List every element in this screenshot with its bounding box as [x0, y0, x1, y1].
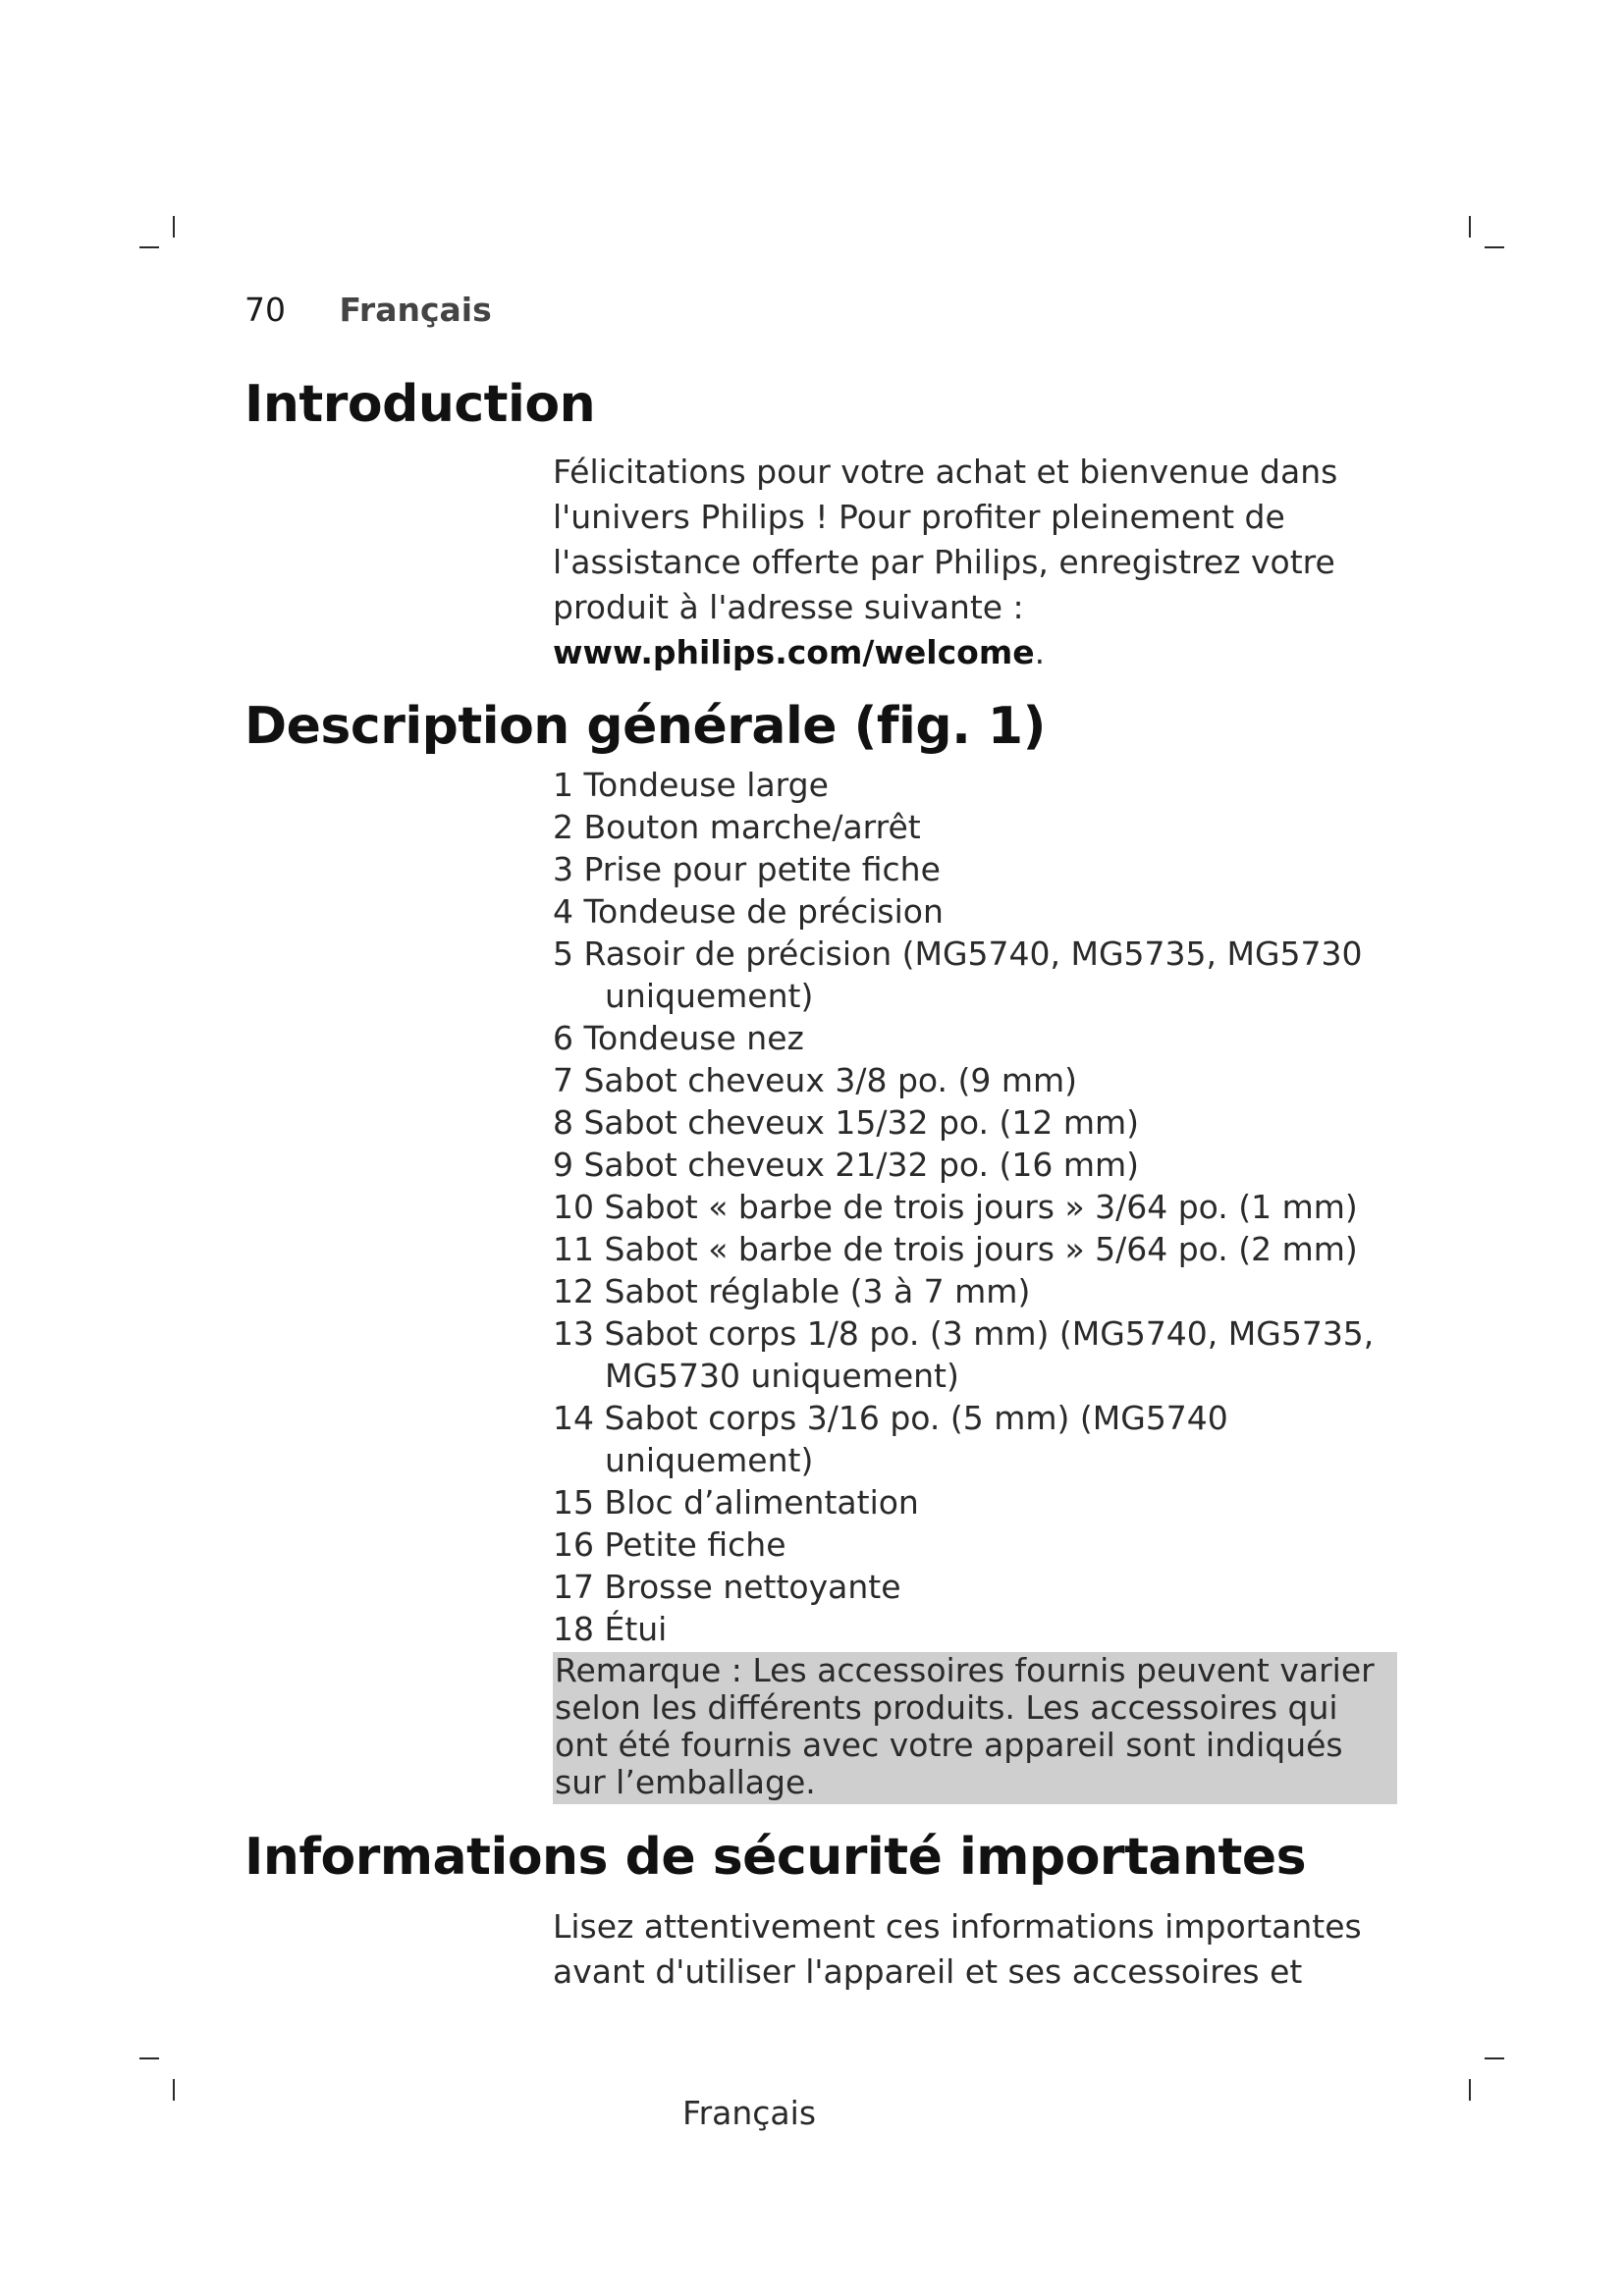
crop-mark-top-right-h — [1485, 246, 1504, 248]
list-item-line: 13 Sabot corps 1/8 po. (3 mm) (MG5740, MG5735, — [553, 1314, 1375, 1353]
note-line: ont été fournis avec votre appareil sont indiqués — [555, 1726, 1343, 1764]
list-item-continuation: MG5730 uniquement) — [605, 1357, 959, 1395]
crop-mark-top-left-h — [139, 246, 159, 248]
intro-line: l'univers Philips ! Pour profiter pleinement de — [553, 498, 1285, 536]
list-item: 10 Sabot « barbe de trois jours » 3/64 po. (1 mm) — [553, 1188, 1358, 1226]
intro-url-suffix: . — [1034, 633, 1046, 671]
safety-line: avant d'utiliser l'appareil et ses accessoires et — [553, 1952, 1303, 1991]
crop-mark-bottom-left-h — [139, 2057, 159, 2059]
safety-line: Lisez attentivement ces informations importantes — [553, 1907, 1362, 1946]
crop-mark-bottom-right-h — [1485, 2057, 1504, 2059]
list-item — [553, 933, 1417, 1017]
page-number: 70 — [244, 291, 286, 329]
welcome-url-link[interactable]: www.philips.com/welcome — [553, 633, 1035, 671]
running-header — [244, 291, 492, 329]
intro-url-line — [553, 630, 1397, 675]
crop-mark-top-right-v — [1469, 216, 1471, 238]
list-item — [553, 1397, 1417, 1481]
crop-mark-bottom-left-v — [173, 2079, 175, 2101]
accessories-note — [553, 1652, 1397, 1804]
intro-paragraph — [553, 450, 1397, 675]
list-item-continuation: uniquement) — [605, 977, 814, 1015]
description-heading: Description générale (fig. 1) — [244, 697, 1046, 756]
list-item: 4 Tondeuse de précision — [553, 892, 944, 931]
list-item: 17 Brosse nettoyante — [553, 1568, 901, 1606]
intro-line: l'assistance offerte par Philips, enregistrez votre — [553, 543, 1335, 581]
list-item: 1 Tondeuse large — [553, 766, 829, 804]
header-language: Français — [339, 291, 492, 329]
list-item: 8 Sabot cheveux 15/32 po. (12 mm) — [553, 1103, 1139, 1142]
list-item-line: 14 Sabot corps 3/16 po. (5 mm) (MG5740 — [553, 1399, 1228, 1437]
list-item: 11 Sabot « barbe de trois jours » 5/64 po. (2 mm) — [553, 1230, 1358, 1268]
list-item: 15 Bloc d’alimentation — [553, 1483, 919, 1522]
list-item — [553, 1312, 1417, 1397]
note-line: Remarque : Les accessoires fournis peuvent varier — [555, 1651, 1375, 1689]
list-item: 18 Étui — [553, 1610, 668, 1648]
note-line: selon les différents produits. Les accessoires qui — [555, 1688, 1338, 1727]
crop-mark-bottom-right-v — [1469, 2079, 1471, 2101]
list-item: 2 Bouton marche/arrêt — [553, 808, 921, 846]
list-item: 16 Petite fiche — [553, 1525, 786, 1564]
safety-paragraph — [553, 1904, 1397, 1995]
list-item-continuation: uniquement) — [605, 1441, 814, 1479]
parts-list — [553, 764, 1417, 1650]
note-line: sur l’emballage. — [555, 1763, 816, 1801]
list-item: 12 Sabot réglable (3 à 7 mm) — [553, 1272, 1031, 1310]
intro-heading: Introduction — [244, 375, 596, 434]
safety-heading: Informations de sécurité importantes — [244, 1828, 1307, 1887]
list-item-line: 5 Rasoir de précision (MG5740, MG5735, MG5730 — [553, 934, 1363, 973]
intro-line: Félicitations pour votre achat et bienvenue dans — [553, 453, 1338, 491]
footer-language: Français — [682, 2094, 817, 2132]
list-item: 3 Prise pour petite fiche — [553, 850, 941, 888]
crop-mark-top-left-v — [173, 216, 175, 238]
list-item: 6 Tondeuse nez — [553, 1019, 804, 1057]
list-item: 7 Sabot cheveux 3/8 po. (9 mm) — [553, 1061, 1078, 1099]
list-item: 9 Sabot cheveux 21/32 po. (16 mm) — [553, 1146, 1139, 1184]
intro-line: produit à l'adresse suivante : — [553, 588, 1024, 626]
